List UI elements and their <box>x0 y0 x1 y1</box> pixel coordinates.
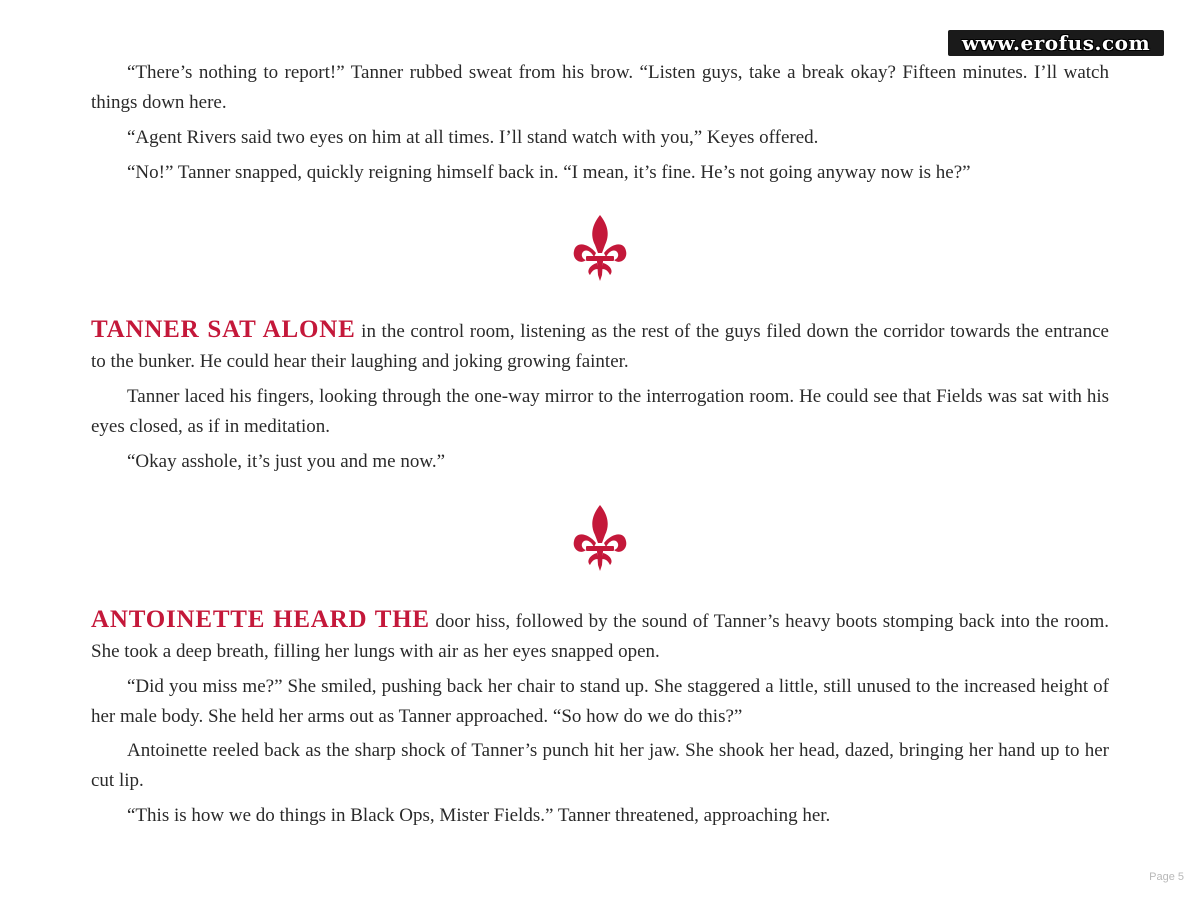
section-opening-paragraph <box>91 315 1109 377</box>
section-lead: ANTOINETTE HEARD THE <box>91 606 430 633</box>
paragraph: Tanner laced his fingers, looking through the one-way mirror to the interrogation room. He could see that Fields was sat with his eyes closed, as if in meditation. <box>91 386 1109 437</box>
paragraph: Antoinette reeled back as the sharp shock of Tanner’s punch hit her jaw. She shook her head, dazed, bringing her hand up to her cut lip. <box>91 740 1109 791</box>
watermark-logo <box>948 30 1164 56</box>
paragraph: “No!” Tanner snapped, quickly reigning himself back in. “I mean, it’s fine. He’s not going anyway now is he?” <box>127 162 971 183</box>
section-lead: TANNER SAT ALONE <box>91 316 356 343</box>
watermark-text: www.erofus.com <box>961 31 1151 55</box>
paragraph: “Did you miss me?” She smiled, pushing back her chair to stand up. She staggered a little, still unused to the increased height of her male body. She held her arms out as Tanner approached. “So how do we do this?” <box>91 676 1109 727</box>
paragraph-text: in the control room, listening as the rest of the guys filed down the corridor towards the entrance to the bunker. He could hear their laughing and joking growing fainter. <box>91 321 1109 372</box>
paragraph: “Agent Rivers said two eyes on him at all times. I’ll stand watch with you,” Keyes offered. <box>127 127 819 148</box>
fleur-de-lis-icon <box>570 503 630 573</box>
page-number: Page 5 <box>1149 871 1184 883</box>
section-opening-paragraph <box>91 605 1109 667</box>
fleur-de-lis-icon <box>570 213 630 283</box>
paragraph: “This is how we do things in Black Ops, Mister Fields.” Tanner threatened, approaching her. <box>127 805 831 826</box>
paragraph: “There’s nothing to report!” Tanner rubbed sweat from his brow. “Listen guys, take a break okay? Fifteen minutes. I’ll watch things down here. <box>91 62 1109 113</box>
paragraph-text: door hiss, followed by the sound of Tanner’s heavy boots stomping back into the room. She took a deep breath, filling her lungs with air as her eyes snapped open. <box>91 611 1109 662</box>
paragraph: “Okay asshole, it’s just you and me now.” <box>127 451 446 472</box>
